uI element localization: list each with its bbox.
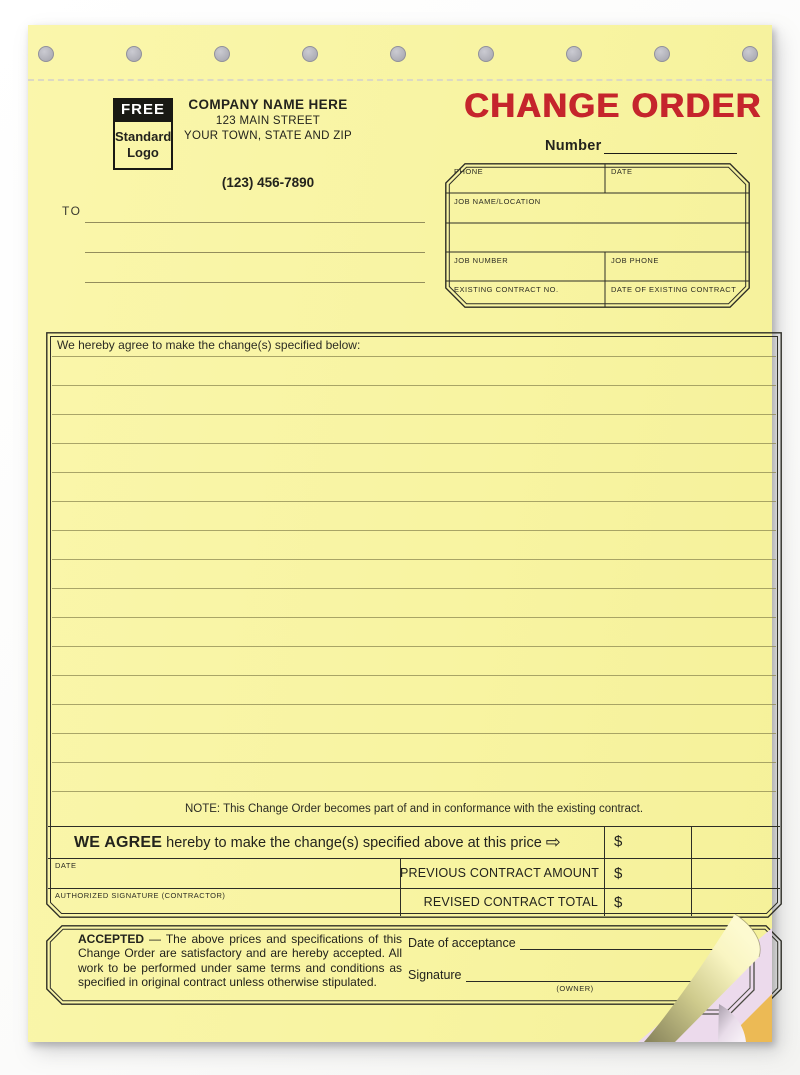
page-curl	[632, 902, 772, 1042]
accepted-terms-text: — The above prices and specifications of this Change Order are satisfactory and are hereby accepted. All work to be performed under same terms and conditions as specified in original contract unless otherwise stipulated.	[78, 932, 402, 990]
phone-field-label: PHONE	[454, 167, 484, 176]
company-address1: 123 MAIN STREET	[215, 115, 321, 127]
punch-hole	[566, 46, 582, 62]
punch-hole	[126, 46, 142, 62]
date-existing-field-label: DATE OF EXISTING CONTRACT	[611, 285, 737, 294]
revised-contract-total-label: REVISED CONTRACT TOTAL	[423, 895, 598, 909]
form-sheet	[28, 25, 772, 1042]
logo-word-label: Logo	[127, 144, 159, 160]
punch-hole	[390, 46, 406, 62]
we-agree-line	[74, 831, 561, 852]
punch-hole	[654, 46, 670, 62]
owner-caption: (OWNER)	[556, 984, 594, 993]
company-name: COMPANY NAME HERE	[188, 97, 348, 112]
company-phone: (123) 456-7890	[221, 175, 315, 190]
number-label: Number	[545, 138, 602, 154]
punch-hole	[38, 46, 54, 62]
logo-free-label: FREE	[113, 98, 173, 122]
number-fill-line	[604, 138, 737, 154]
date-of-acceptance-label: Date of acceptance	[408, 936, 516, 950]
punch-hole	[214, 46, 230, 62]
to-fill-line	[85, 252, 425, 253]
to-fill-line	[85, 282, 425, 283]
previous-dollar-sign: $	[614, 865, 623, 882]
we-agree-rest: hereby to make the change(s) specified above at this price	[162, 835, 546, 851]
we-agree-bold: WE AGREE	[74, 834, 163, 851]
number-row	[545, 138, 737, 154]
company-block	[166, 97, 370, 142]
price-dollar-sign: $	[614, 833, 623, 850]
grid-line	[48, 888, 780, 889]
grid-line	[48, 858, 780, 859]
authorized-signature-label: AUTHORIZED SIGNATURE (CONTRACTOR)	[55, 891, 226, 900]
job-info-box	[445, 163, 750, 308]
punch-hole	[302, 46, 318, 62]
date-field-label: DATE	[611, 167, 633, 176]
changes-box	[46, 332, 782, 918]
form-title: CHANGE ORDER	[464, 87, 762, 125]
existing-contract-field-label: EXISTING CONTRACT NO.	[454, 285, 559, 294]
accepted-lead: ACCEPTED	[78, 932, 145, 946]
date-signed-label: DATE	[55, 861, 77, 870]
job-phone-field-label: JOB PHONE	[611, 256, 659, 265]
standard-logo	[113, 98, 173, 170]
to-label: TO	[62, 204, 82, 218]
signature-label: Signature	[408, 968, 462, 982]
grid-line	[48, 826, 780, 827]
previous-contract-amount-label: PREVIOUS CONTRACT AMOUNT	[400, 866, 600, 880]
to-fill-line	[85, 222, 425, 223]
changes-heading: We hereby agree to make the change(s) specified below:	[57, 338, 361, 352]
note-text: NOTE: This Change Order becomes part of and in conformance with the existing contract.	[184, 803, 644, 815]
right-arrow-icon: ⇨	[545, 832, 561, 852]
punch-hole	[478, 46, 494, 62]
job-number-field-label: JOB NUMBER	[454, 256, 509, 265]
perforation-line	[28, 79, 772, 81]
logo-standard-label: Standard	[115, 129, 172, 144]
revised-dollar-sign: $	[614, 894, 623, 911]
punch-hole	[742, 46, 758, 62]
page-curl-graphic	[632, 902, 772, 1042]
ruled-writing-lines	[52, 356, 776, 793]
company-address2: YOUR TOWN, STATE AND ZIP	[183, 130, 352, 142]
logo-text	[113, 122, 173, 170]
job-name-field-label: JOB NAME/LOCATION	[454, 197, 541, 206]
accepted-terms-paragraph	[78, 932, 402, 990]
